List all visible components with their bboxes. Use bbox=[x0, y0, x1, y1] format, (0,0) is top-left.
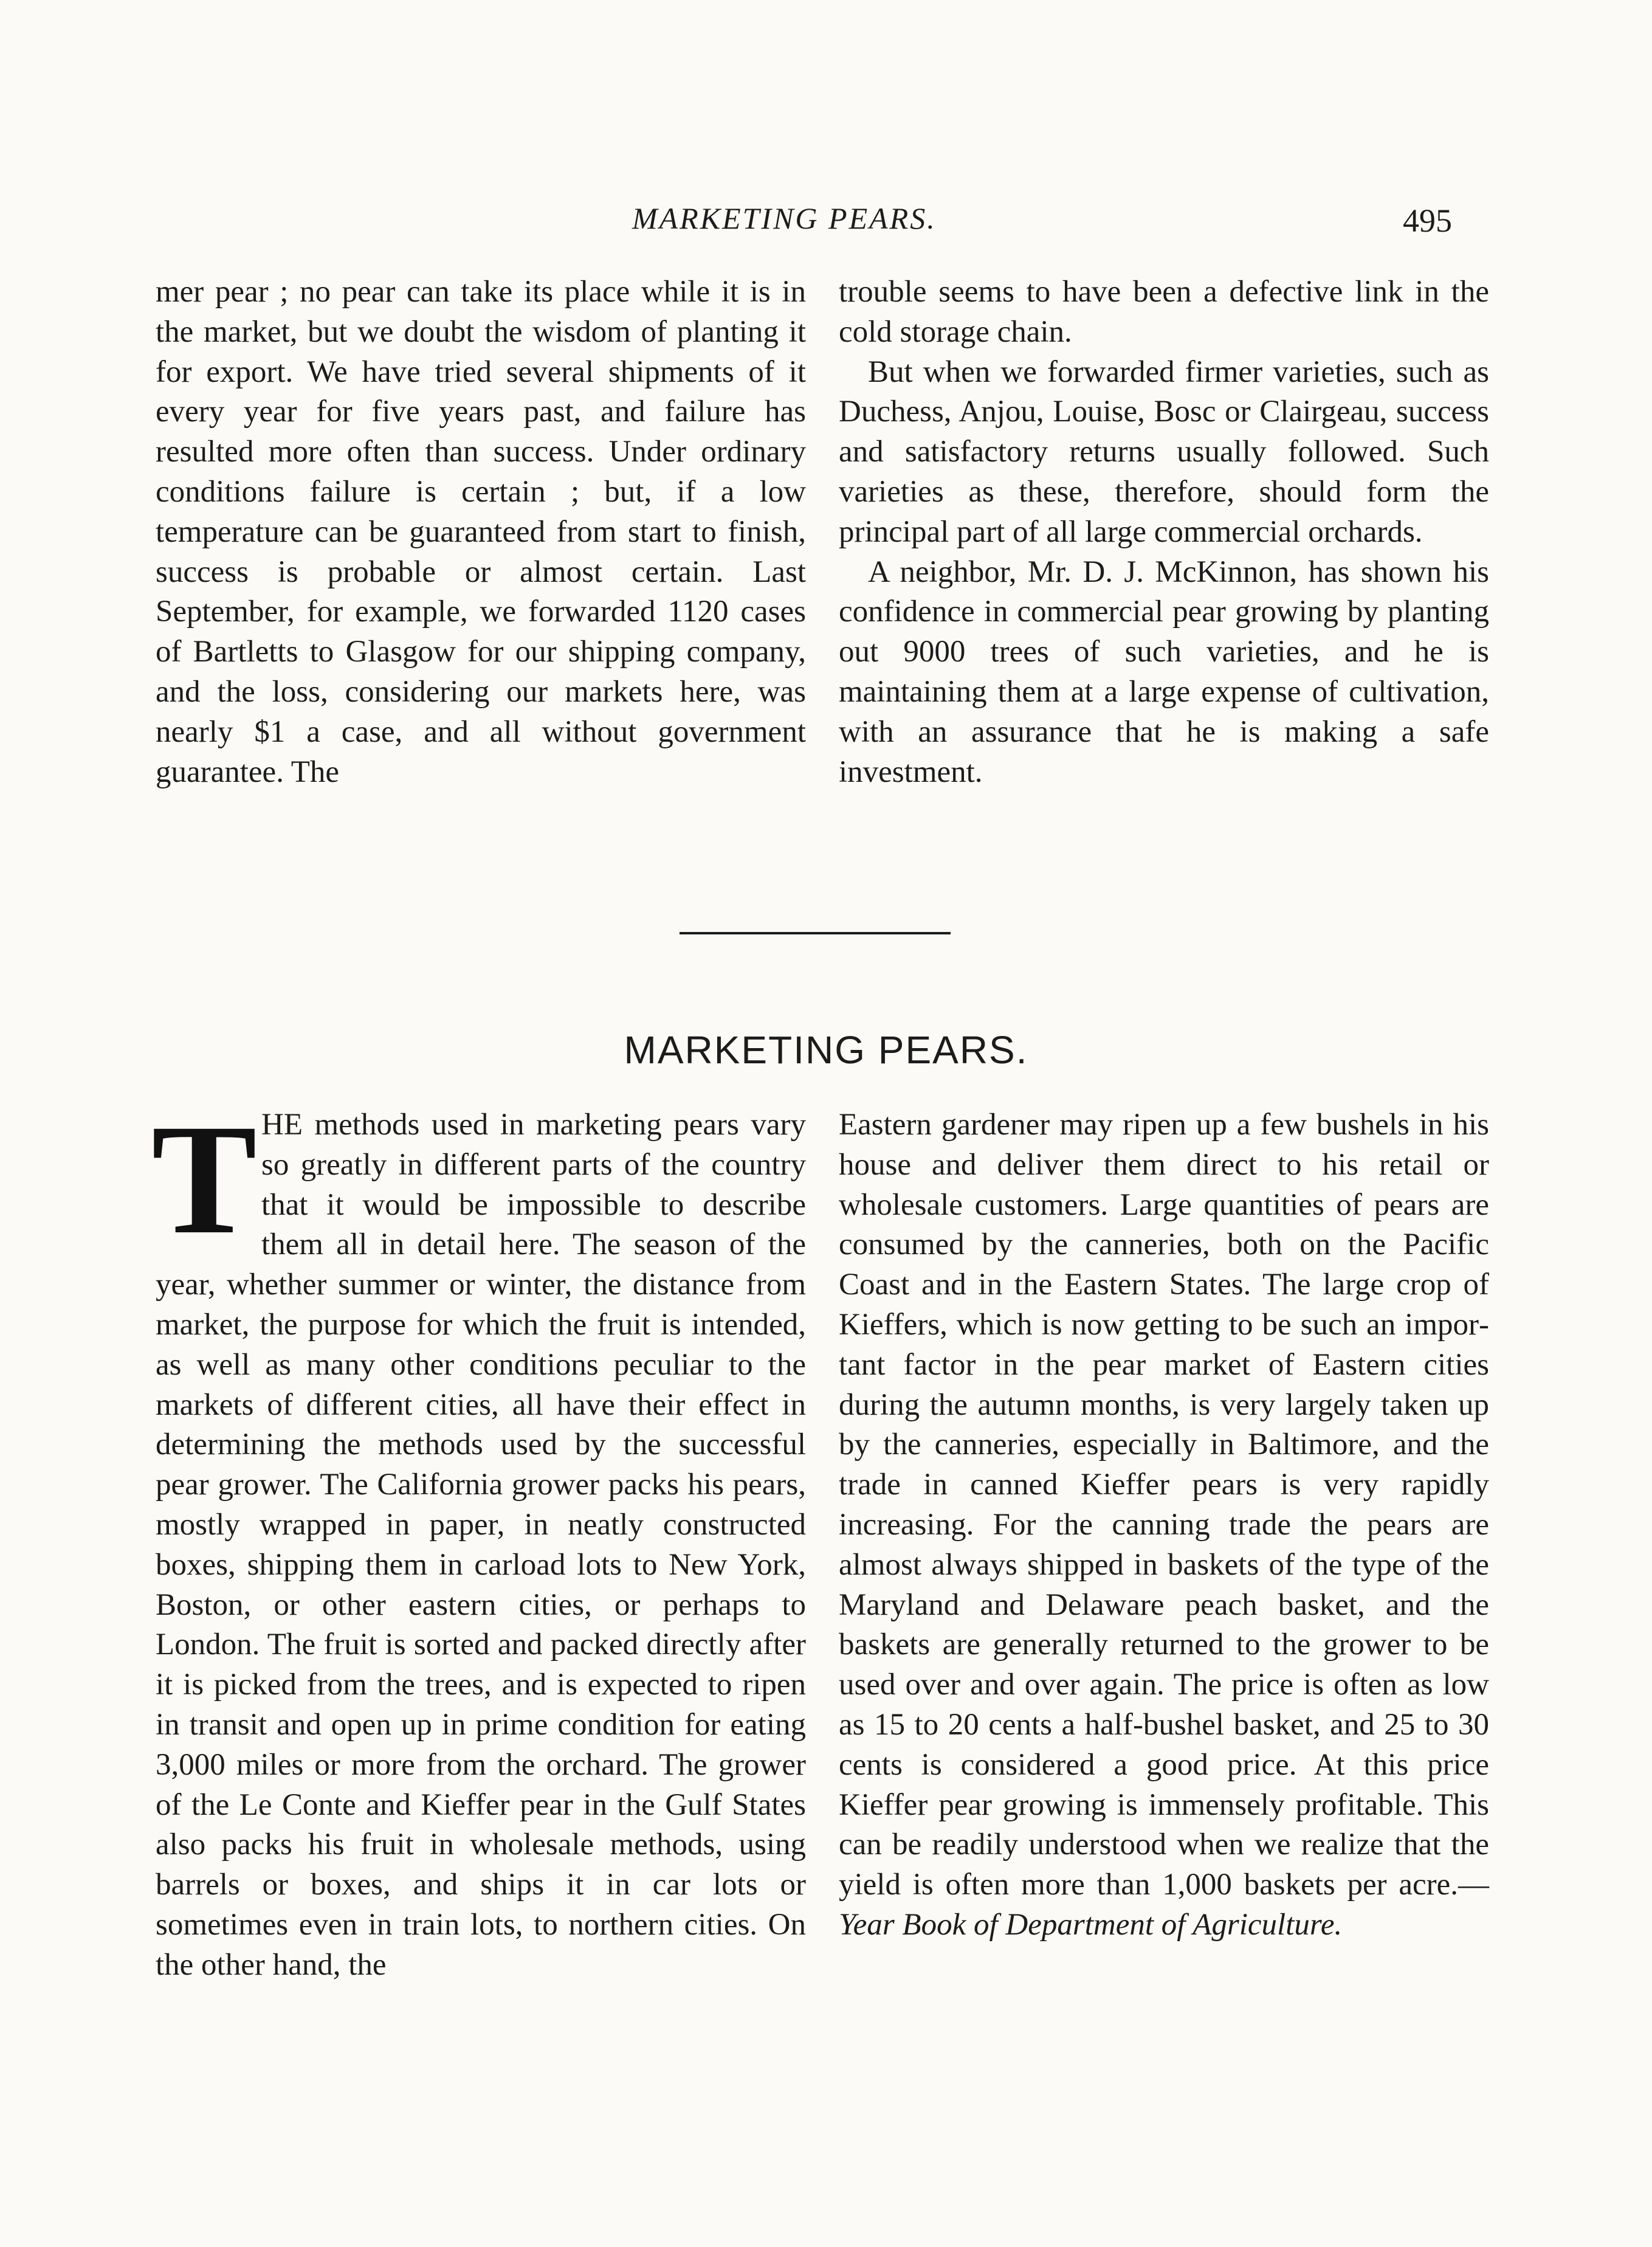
section-divider bbox=[680, 932, 951, 934]
article-right-text: Eastern gardener may ripen up a few bushels in his house and deliver them direct to his retail or wholesale customers. Large quantities of pears are consumed by the canneries, both on the Pacific Coast and in the Eastern States. The large crop of Kieffers, which is now getting to be such an important factor in the pear market of Eastern cities during the autumn months, is very largely taken up by the canneries, especially in Baltimore, and the trade in canned Kieffer pears is very rapidly increasing. For the canning trade the pears are almost always shipped in baskets of the type of the Maryland and Delaware peach basket, and the baskets are generally returned to the grower to be used over and over again. The price is often as low as 15 to 20 cents a half-bushel basket, and 25 to 30 cents is considered a good price. At this price Kieffer pear growing is immensely profitable. This can be readily understood when we realize that the yield is often more than 1,000 baskets per acre.— bbox=[839, 1108, 1489, 1902]
top-left-column bbox=[156, 272, 806, 792]
paragraph-firmer-varieties: But when we forwarded firmer varieties, such as Duchess, Anjou, Louise, Bosc or Clairgeau, success and satisfactory returns usually followed. Such varieties as these, therefore, should form the principal part of all large commercial orchards. bbox=[839, 354, 1489, 549]
top-right-column bbox=[839, 272, 1489, 792]
source-citation: Year Book of Department of Agriculture. bbox=[839, 1907, 1343, 1942]
article-continued-paragraph bbox=[839, 1105, 1489, 1945]
running-head bbox=[0, 201, 1652, 243]
paragraph-cold-storage: trouble seems to have been a defective link in the cold storage chain. bbox=[839, 275, 1489, 349]
article-left-column bbox=[151, 1092, 806, 1986]
article-opening-paragraph: HE methods used in marketing pears vary so greatly in different parts of the country that it would be impossible to describe them all in detail here. The season of the year, whether summer or winter, the distance from market, the purpose for which the fruit is intended, as well as many other conditions peculiar to the markets of different cities, all have their effect in determining the methods used by the successful pear grower. The California grower packs his pears, mostly wrapped in paper, in neatly constructed boxes, shipping them in carload lots to New York, Boston, or other eastern cities, or perhaps to London. The fruit is sorted and packed directly after it is picked from the trees, and is expected to ripen in transit and open up in prime condition for eating 3,000 miles or more from the orchard. The grower of the Le Conte and Kieffer pear in the Gulf States also packs his fruit in wholesale methods, using barrels or boxes, and ships it in car lots or sometimes even in train lots, to northern cities. On the other hand, the bbox=[156, 1108, 806, 1982]
running-title: MARKETING PEARS. bbox=[632, 201, 937, 235]
article-title: MARKETING PEARS. bbox=[624, 1028, 1028, 1072]
paragraph-neighbor: A neighbor, Mr. D. J. McKinnon, has shown his confidence in commercial pear growing by planting out 9000 trees of such varieties, and he is maintaining them at a large expense of cultivation, with an assurance that he is making a safe investment. bbox=[839, 554, 1489, 789]
drop-cap: T bbox=[151, 1092, 257, 1267]
article-right-column bbox=[839, 1105, 1489, 1945]
page-number: 495 bbox=[1403, 202, 1452, 239]
continued-paragraph: mer pear ; no pear can take its place while it is in the market, but we doubt the wisdom of planting it for export. We have tried several shipments of it every year for five years past, and failure has resulted more often than success. Under ordinary conditions failure is certain ; but, if a low temperature can be guaranteed from start to finish, success is probable or almost certain. Last September, for example, we forwarded 1120 cases of Bartletts to Glasgow for our shipping company, and the loss, considering our markets here, was nearly $1 a case, and all without government guarantee. The bbox=[156, 275, 806, 789]
